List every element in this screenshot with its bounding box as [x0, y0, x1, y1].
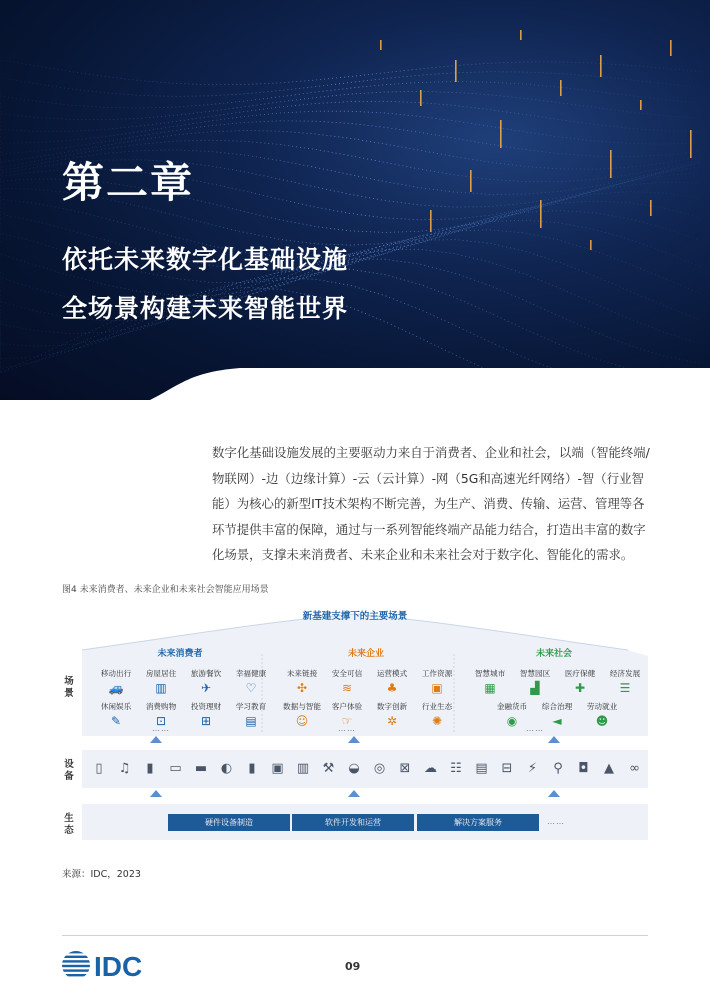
row-label-eco: 生 态	[64, 813, 74, 836]
currency-icon: ◉	[506, 714, 518, 728]
laptop-icon: ▭	[169, 761, 182, 776]
mic-icon: ✎	[110, 714, 122, 728]
chapter-subtitle-line1: 依托未来数字化基础设施	[62, 245, 349, 274]
scene-item-label: 投资理财	[190, 702, 222, 711]
pc-icon: ▥	[296, 761, 310, 776]
scene-item-label: 智慧园区	[519, 669, 551, 678]
scene-item-label: 休闲娱乐	[100, 702, 132, 711]
figure-source: 来源：IDC，2023	[62, 869, 141, 880]
tv-icon: ▬	[194, 761, 208, 776]
plane-icon: ✈	[200, 681, 212, 695]
scene-item-label: 旅游餐饮	[190, 669, 222, 678]
scene-item-label: 医疗保健	[564, 669, 596, 678]
team-icon: ♣	[386, 681, 398, 695]
storage-icon: ▤	[475, 761, 488, 776]
up-arrow-icon	[348, 790, 360, 797]
network-icon: ✣	[296, 681, 308, 695]
vr-icon: ∞	[629, 761, 640, 776]
vehicle-icon: ◒	[348, 761, 360, 776]
gear-icon: ✺	[431, 714, 443, 728]
people-icon: ☻	[595, 714, 609, 728]
scene-item	[576, 701, 628, 728]
eco-more-ellipsis: ……	[547, 817, 565, 826]
drill-icon: ⚒	[322, 761, 335, 776]
footer-divider	[62, 935, 648, 936]
figure-caption: 图4 未来消费者、未来企业和未来社会智能应用场景	[62, 585, 269, 595]
up-arrow-icon	[150, 736, 162, 743]
scene-item-label: 运营模式	[376, 669, 408, 678]
tablet-icon: ▮	[146, 761, 154, 776]
page-number: 09	[345, 960, 361, 973]
scene-item	[225, 701, 277, 728]
server-icon: ☷	[450, 761, 462, 776]
group-title: 未来消费者	[157, 649, 203, 659]
city-icon: ▦	[484, 681, 496, 695]
wifi-icon: ≋	[341, 681, 353, 695]
hand-icon: ☞	[341, 714, 353, 728]
head-icon: ☺	[295, 714, 309, 728]
factory-icon: ▟	[530, 681, 540, 695]
hospital-icon: ✚	[574, 681, 586, 695]
chapter-title: 第二章	[62, 158, 195, 207]
hero-banner	[0, 0, 710, 400]
car-icon: 🚙	[108, 681, 124, 695]
stack-icon: ☰	[619, 681, 631, 695]
row-label-scene: 场 景	[64, 676, 74, 699]
scene-item-label: 未来链接	[286, 669, 318, 678]
scene-item	[411, 701, 463, 728]
scene-item-label: 智慧城市	[474, 669, 506, 678]
cloud-icon: ☁	[424, 761, 437, 776]
more-ellipsis: ……	[338, 724, 356, 733]
scene-item	[225, 668, 277, 695]
scenario-diagram	[62, 604, 648, 844]
up-arrow-icon	[348, 736, 360, 743]
scene-item-label: 客户体验	[331, 702, 363, 711]
megaphone-icon: ◄	[552, 714, 562, 728]
scene-item-label: 数字创新	[376, 702, 408, 711]
eco-box: 解决方案服务	[417, 814, 539, 831]
scene-item-label: 数据与智能	[283, 702, 321, 711]
group-title: 未来企业	[347, 649, 384, 659]
svg-text:IDC: IDC	[94, 951, 143, 982]
scene-item	[599, 668, 651, 695]
up-arrow-icon	[548, 790, 560, 797]
scene-item-label: 综合治理	[541, 702, 573, 711]
scene-item-label: 移动出行	[100, 669, 132, 678]
up-arrow-icon	[548, 736, 560, 743]
scene-item-label: 幸福健康	[235, 669, 267, 678]
scene-item-label: 金融货币	[496, 702, 528, 711]
coin-icon: ⊞	[200, 714, 212, 728]
chip-icon: ⊠	[399, 761, 411, 776]
scene-item-label: 安全可信	[331, 669, 363, 678]
intro-paragraph: 数字化基础设施发展的主要驱动力来自于消费者、企业和社会，以端（智能终端/物联网）-边（边缘计算）-云（云计算）-网（5G和高速光纤网络）-智（行业智能）为核心的新型IT技术架构不断完善，为生产、消费、传输、运营、管理等各环节提供丰富的保障，通过与一系列智能终端产品能力结合，打造出丰富的数字化场景，支撑未来消费者、未来企业和未来社会对于数字化、智能化的需求。	[212, 445, 650, 563]
display-icon: ▣	[271, 761, 284, 776]
scene-item-label: 消费购物	[145, 702, 177, 711]
scene-item-label: 工作资源	[421, 669, 453, 678]
earbuds-icon: ♫	[118, 761, 131, 776]
scene-item-label: 劳动就业	[586, 702, 618, 711]
more-ellipsis: ……	[526, 724, 544, 733]
bell-icon: ▲	[604, 761, 614, 776]
tower-icon: ⚲	[553, 761, 563, 776]
watch-icon: ◐	[220, 761, 233, 776]
molecule-icon: ✲	[386, 714, 398, 728]
idc-logo	[60, 948, 156, 982]
book-icon: ▤	[245, 714, 257, 728]
robot-icon: ◘	[578, 761, 589, 776]
more-ellipsis: ……	[152, 724, 170, 733]
diagram-roof-title: 新基建支撑下的主要场景	[302, 611, 408, 622]
up-arrow-icon	[150, 790, 162, 797]
phone-icon: ▯	[95, 761, 103, 776]
group-title: 未来社会	[535, 649, 572, 659]
scene-item-label: 学习教育	[235, 702, 267, 711]
chapter-subtitle-line2: 全场景构建未来智能世界	[62, 294, 349, 323]
scene-item-label: 行业生态	[421, 702, 453, 711]
eco-box: 软件开发和运营	[292, 814, 414, 831]
router-icon: ⊟	[501, 761, 513, 776]
eco-box: 硬件设备制造	[168, 814, 290, 831]
row-label-device: 设 备	[64, 759, 74, 782]
speaker-icon: ▮	[248, 761, 256, 776]
scene-item	[411, 668, 463, 695]
heart-icon: ♡	[245, 681, 257, 695]
camera-icon: ◎	[373, 761, 386, 776]
charger-icon: ⚡	[527, 761, 538, 776]
scene-item-label: 房屋居住	[145, 669, 177, 678]
monitor-icon: ▣	[431, 681, 443, 695]
scene-item-label: 经济发展	[609, 669, 641, 678]
building-icon: ▥	[155, 681, 167, 695]
bag-icon: ⊡	[155, 714, 167, 728]
